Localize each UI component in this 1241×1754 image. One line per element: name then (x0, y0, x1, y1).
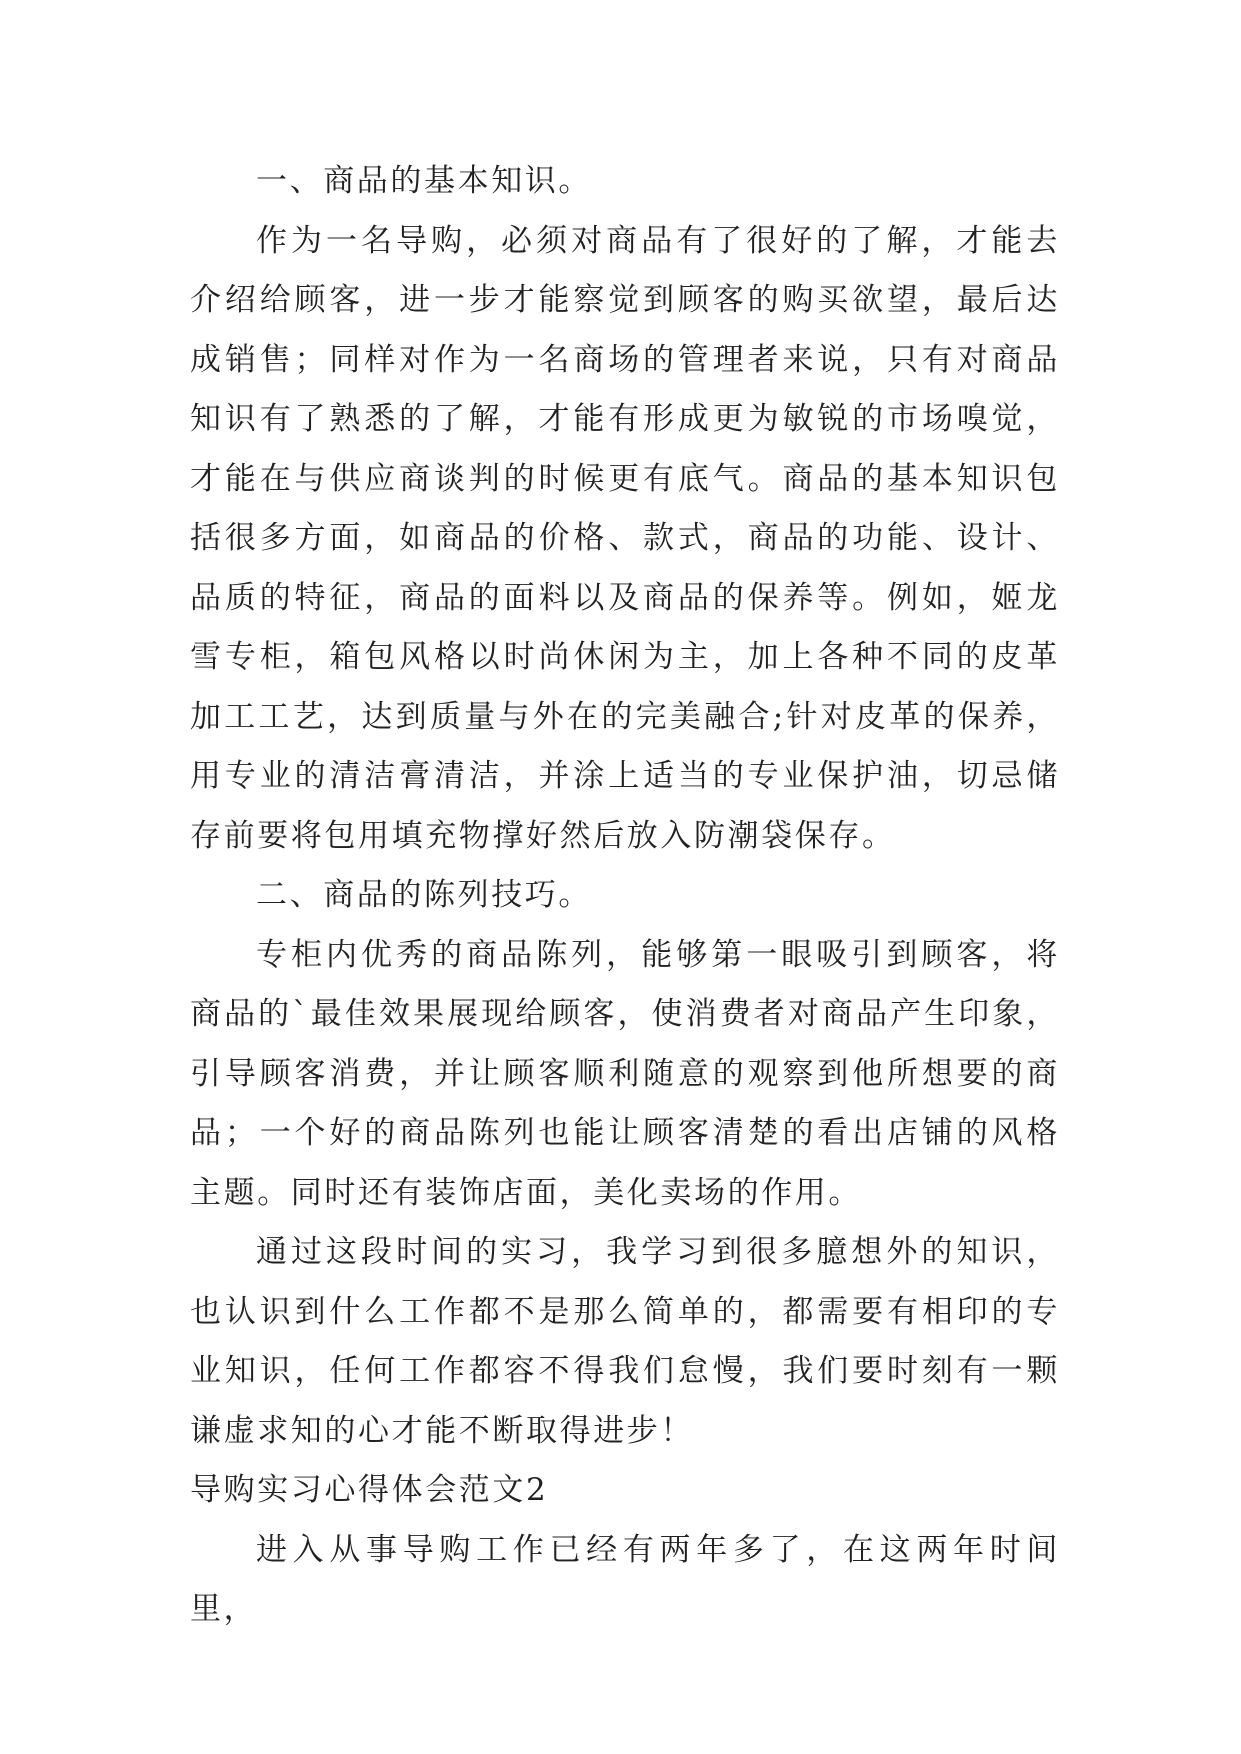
section-heading-product-knowledge: 一、商品的基本知识。 (256, 163, 592, 199)
section-heading-display-skills: 二、商品的陈列技巧。 (256, 877, 592, 913)
paragraph-internship-reflection: 通过这段时间的实习，我学习到很多臆想外的知识，也认识到什么工作都不是那么简单的，都需要有相印的专业知识，任何工作都容不得我们怠慢，我们要时刻有一颗谦虚求知的心才能不断取得进步！ (190, 1234, 1060, 1449)
document-body (190, 152, 1060, 1640)
article-title: 导购实习心得体会范文2 (190, 1472, 549, 1508)
paragraph-product-knowledge: 作为一名导购，必须对商品有了很好的了解，才能去介绍给顾客，进一步才能察觉到顾客的购买欲望，最后达成销售；同样对作为一名商场的管理者来说，只有对商品知识有了熟悉的了解，才能有形成更为敏锐的市场嗅觉，才能在与供应商谈判的时候更有底气。商品的基本知识包括很多方面，如商品的价格、款式，商品的功能、设计、品质的特征，商品的面料以及商品的保养等。例如，姬龙雪专柜，箱包风格以时尚休闲为主，加上各种不同的皮革加工工艺，达到质量与外在的完美融合;针对皮革的保养，用专业的清洁膏清洁，并涂上适当的专业保护油，切忌储存前要将包用填充物撑好然后放入防潮袋保存。 (190, 222, 1060, 854)
paragraph-display-skills: 专柜内优秀的商品陈列，能够第一眼吸引到顾客，将商品的`最佳效果展现给顾客，使消费者对商品产生印象，引导顾客消费，并让顾客顺利随意的观察到他所想要的商品；一个好的商品陈列也能让顾客清楚的看出店铺的风格主题。同时还有装饰店面，美化卖场的作用。 (190, 936, 1060, 1211)
paragraph-article-2-opening: 进入从事导购工作已经有两年多了，在这两年时间里， (190, 1531, 1060, 1627)
